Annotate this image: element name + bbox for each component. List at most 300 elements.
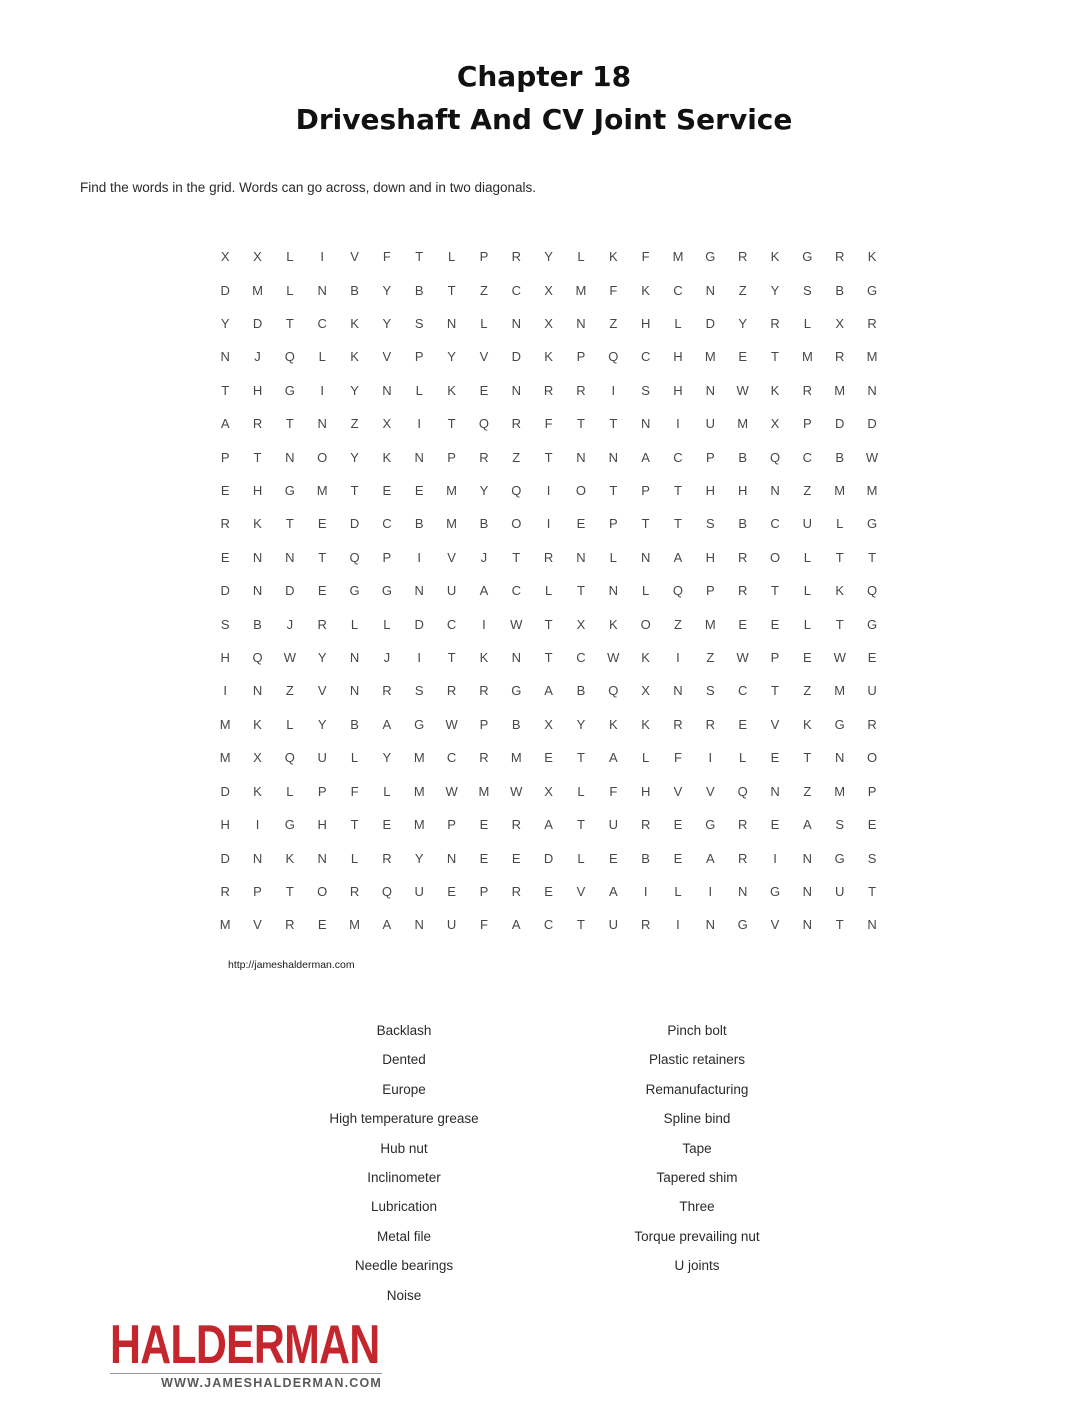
grid-letter: A (511, 917, 521, 933)
grid-letter: T (641, 516, 650, 532)
grid-letter: X (641, 683, 650, 699)
word-list-item: Metal file (376, 1228, 432, 1244)
grid-letter: Z (479, 282, 488, 298)
grid-letter: M (413, 783, 425, 799)
grid-letter: K (770, 249, 780, 265)
grid-letter: K (641, 716, 650, 732)
grid-letter: L (803, 583, 811, 599)
grid-letter: F (609, 783, 618, 799)
grid-letter: N (867, 917, 877, 933)
grid-letter: A (803, 817, 812, 833)
grid-letter: R (737, 583, 748, 599)
grid-letter: N (673, 683, 683, 699)
grid-letter: T (285, 516, 294, 532)
grid-letter: T (835, 549, 844, 565)
grid-letter: L (836, 516, 844, 532)
grid-letter: F (382, 249, 391, 265)
grid-letter: U (608, 817, 618, 833)
word-list-item: Europe (382, 1081, 426, 1097)
grid-letter: F (350, 783, 359, 799)
grid-letter: R (543, 382, 554, 398)
grid-letter: N (802, 850, 813, 866)
grid-letter: B (350, 716, 359, 732)
grid-letter: N (705, 282, 716, 298)
grid-letter: T (285, 416, 294, 432)
grid-letter: M (866, 483, 878, 499)
grid-letter: W (283, 650, 296, 666)
grid-letter: W (445, 783, 458, 799)
grid-letter: G (866, 616, 878, 632)
grid-letter: H (252, 382, 263, 398)
grid-letter: T (576, 416, 585, 432)
grid-letter: N (349, 650, 360, 666)
grid-letter: R (802, 382, 813, 398)
grid-letter: M (446, 483, 457, 499)
grid-letter: C (770, 516, 780, 532)
grid-letter: J (383, 650, 391, 666)
grid-letter: M (834, 683, 846, 699)
grid-letter: E (770, 817, 780, 833)
grid-letter: C (737, 683, 748, 699)
grid-letter: E (220, 549, 230, 565)
grid-letter: C (511, 583, 521, 599)
grid-letter: G (705, 817, 716, 833)
grid-letter: H (220, 817, 230, 833)
grid-letter: N (446, 316, 457, 332)
grid-letter: O (575, 483, 587, 499)
grid-letter: E (803, 650, 812, 666)
grid-letter: T (544, 650, 553, 666)
grid-letter: F (544, 416, 553, 432)
grid-letter: P (382, 549, 392, 565)
grid-letter: Y (382, 750, 392, 766)
grid-letter: Y (738, 316, 747, 332)
grid-letter: E (770, 750, 780, 766)
grid-letter: L (577, 850, 585, 866)
grid-letter: X (835, 316, 845, 332)
grid-letter: Z (706, 650, 715, 666)
grid-letter: R (673, 716, 683, 732)
grid-letter: I (417, 549, 422, 565)
grid-letter: X (544, 282, 553, 298)
grid-letter: G (802, 249, 813, 265)
grid-letter: E (738, 716, 747, 732)
grid-letter: A (382, 917, 392, 933)
grid-letter: T (576, 750, 585, 766)
grid-letter: I (546, 483, 551, 499)
grid-letter: V (350, 249, 359, 265)
grid-letter: Y (544, 249, 553, 265)
word-list-item: Hub nut (380, 1140, 428, 1156)
grid-letter: Q (608, 349, 619, 365)
grid-letter: R (511, 883, 521, 899)
grid-letter: G (866, 282, 878, 298)
grid-letter: E (738, 616, 747, 632)
grid-letter: E (867, 650, 877, 666)
word-list-item: Three (679, 1199, 715, 1215)
grid-letter: Y (317, 716, 327, 732)
grid-letter: R (867, 716, 877, 732)
grid-letter: L (642, 583, 650, 599)
grid-letter: H (737, 483, 748, 499)
grid-letter: M (219, 716, 231, 732)
grid-letter: D (835, 416, 845, 432)
title-block (0, 55, 1088, 141)
grid-letter: R (479, 750, 489, 766)
grid-letter: R (835, 349, 845, 365)
grid-letter: K (253, 516, 262, 532)
grid-letter: N (285, 449, 295, 465)
grid-letter: R (737, 249, 748, 265)
grid-letter: A (382, 716, 392, 732)
grid-letter: N (285, 549, 295, 565)
grid-letter: A (705, 850, 715, 866)
grid-letter: R (349, 883, 360, 899)
grid-letter: K (835, 583, 845, 599)
grid-letter: Y (350, 382, 359, 398)
grid-letter: Y (447, 349, 456, 365)
grid-letter: T (674, 516, 682, 532)
word-list-item: High temperature grease (329, 1111, 479, 1127)
grid-letter: C (640, 349, 651, 365)
grid-letter: B (414, 516, 424, 532)
grid-letter: T (771, 583, 779, 599)
grid-letter: B (511, 716, 521, 732)
grid-letter: R (252, 416, 263, 432)
grid-letter: Q (349, 549, 360, 565)
grid-letter: L (609, 549, 617, 565)
grid-letter: K (608, 716, 618, 732)
grid-letter: K (253, 716, 262, 732)
grid-letter: L (383, 616, 391, 632)
grid-letter: M (446, 516, 457, 532)
grid-letter: G (737, 917, 748, 933)
grid-letter: H (317, 817, 327, 833)
instructions-text: Find the words in the grid. Words can go across, down and in two diagonals. (80, 180, 537, 195)
grid-letter: P (641, 483, 650, 499)
grid-letter: N (220, 349, 230, 365)
grid-letter: E (544, 883, 553, 899)
grid-letter: V (770, 917, 780, 933)
grid-letter: E (576, 516, 586, 532)
grid-letter: B (835, 282, 845, 298)
grid-letter: Y (414, 850, 424, 866)
grid-letter: G (381, 583, 392, 599)
grid-letter: T (771, 683, 779, 699)
grid-letter: W (736, 382, 749, 398)
grid-letter: K (770, 382, 780, 398)
grid-letter: B (835, 449, 845, 465)
grid-letter: A (544, 683, 553, 699)
grid-letter: K (350, 349, 359, 365)
grid-letter: H (252, 483, 263, 499)
grid-letter: R (867, 316, 877, 332)
grid-letter: T (803, 750, 812, 766)
grid-letter: Z (285, 683, 294, 699)
grid-letter: E (220, 483, 230, 499)
grid-letter: M (316, 483, 328, 499)
grid-letter: K (285, 850, 295, 866)
grid-letter: N (414, 917, 424, 933)
grid-letter: R (317, 616, 327, 632)
grid-letter: I (320, 382, 325, 398)
grid-letter: T (771, 349, 779, 365)
grid-letter: B (350, 282, 359, 298)
grid-letter: I (255, 817, 260, 833)
grid-letter: P (479, 249, 489, 265)
grid-letter: I (482, 616, 486, 632)
grid-letter: U (835, 883, 845, 899)
grid-letter: J (286, 616, 294, 632)
grid-letter: E (770, 616, 780, 632)
footer-logo (110, 1313, 386, 1390)
grid-letter: D (414, 616, 424, 632)
word-list-item: Tape (682, 1140, 712, 1156)
grid-letter: N (511, 650, 521, 666)
grid-letter: O (317, 883, 328, 899)
grid-letter: R (511, 817, 521, 833)
grid-letter: K (544, 349, 553, 365)
grid-letter: V (673, 783, 683, 799)
grid-letter: N (252, 850, 263, 866)
grid-letter: N (705, 917, 716, 933)
grid-letter: U (705, 416, 716, 432)
grid-letter: T (221, 382, 230, 398)
grid-letter: L (350, 850, 359, 866)
grid-letter: T (415, 249, 424, 265)
grid-letter: M (834, 483, 846, 499)
grid-letter: N (705, 382, 716, 398)
logo-url-text: WWW.JAMESHALDERMAN.COM (161, 1376, 382, 1390)
grid-letter: T (868, 549, 877, 565)
grid-letter: B (738, 449, 747, 465)
grid-letter: M (704, 616, 716, 632)
grid-letter: P (479, 883, 489, 899)
grid-letter: R (285, 917, 295, 933)
grid-letter: Y (479, 483, 489, 499)
grid-letter: R (737, 817, 748, 833)
grid-letter: Q (866, 583, 878, 599)
grid-letter: D (252, 316, 263, 332)
grid-letter: S (803, 282, 812, 298)
grid-letter: N (770, 483, 780, 499)
grid-letter: E (479, 382, 489, 398)
grid-letter: E (414, 483, 424, 499)
grid-letter: G (769, 883, 781, 899)
letter-grid (209, 240, 888, 942)
grid-letter: G (705, 249, 716, 265)
grid-letter: L (674, 316, 682, 332)
grid-letter: M (672, 249, 684, 265)
grid-letter: X (544, 716, 553, 732)
grid-letter: N (640, 549, 651, 565)
word-list-item: Dented (382, 1052, 426, 1068)
grid-letter: D (220, 783, 230, 799)
grid-letter: M (866, 349, 878, 365)
grid-letter: K (608, 249, 618, 265)
grid-letter: U (446, 583, 457, 599)
grid-letter: R (511, 416, 521, 432)
grid-letter: L (739, 750, 747, 766)
grid-letter: Z (803, 483, 812, 499)
grid-letter: C (673, 282, 683, 298)
grid-letter: G (349, 583, 360, 599)
grid-letter: N (802, 883, 813, 899)
grid-letter: C (446, 750, 457, 766)
grid-letter: Z (350, 416, 359, 432)
grid-letter: L (286, 249, 294, 265)
grid-letter: K (479, 650, 489, 666)
grid-letter: D (543, 850, 554, 866)
grid-letter: G (284, 382, 295, 398)
grid-letter: P (770, 650, 780, 666)
grid-letter: V (770, 716, 780, 732)
word-list-item: Backlash (376, 1023, 432, 1038)
grid-letter: M (510, 750, 522, 766)
grid-letter: W (510, 616, 523, 632)
grid-letter: B (414, 282, 424, 298)
grid-letter: E (608, 850, 618, 866)
grid-letter: P (220, 449, 230, 465)
grid-letter: O (769, 549, 781, 565)
grid-letter: E (511, 850, 521, 866)
grid-letter: S (220, 616, 230, 632)
grid-letter: I (223, 683, 227, 699)
grid-letter: D (220, 282, 230, 298)
grid-letter: E (382, 817, 392, 833)
grid-letter: P (447, 449, 456, 465)
grid-letter: S (414, 683, 424, 699)
grid-letter: X (544, 783, 553, 799)
grid-letter: T (868, 883, 877, 899)
grid-letter: I (676, 917, 680, 933)
grid-letter: M (737, 416, 749, 432)
grid-letter: T (835, 917, 844, 933)
grid-letter: R (640, 917, 651, 933)
grid-letter: Y (350, 449, 359, 465)
grid-letter: P (576, 349, 586, 365)
grid-letter: C (543, 917, 554, 933)
grid-letter: N (867, 382, 877, 398)
grid-letter: W (510, 783, 523, 799)
grid-letter: D (349, 516, 360, 532)
grid-letter: A (608, 883, 618, 899)
grid-letter: N (835, 750, 845, 766)
grid-letter: F (674, 750, 682, 766)
grid-letter: L (577, 783, 585, 799)
grid-letter: L (286, 282, 294, 298)
grid-letter: C (576, 650, 586, 666)
grid-letter: R (479, 449, 489, 465)
grid-letter: L (642, 750, 650, 766)
grid-letter: G (866, 516, 878, 532)
grid-letter: N (317, 282, 327, 298)
grid-letter: M (252, 282, 263, 298)
grid-letter: T (318, 549, 327, 565)
grid-letter: L (415, 382, 423, 398)
grid-letter: U (802, 516, 813, 532)
grid-letter: V (447, 549, 456, 565)
grid-letter: N (640, 416, 651, 432)
grid-letter: M (219, 917, 231, 933)
grid-letter: T (835, 616, 844, 632)
grid-letter: K (350, 316, 359, 332)
grid-letter: Q (381, 883, 392, 899)
grid-letter: B (641, 850, 650, 866)
grid-letter: N (576, 549, 586, 565)
grid-letter: N (414, 583, 424, 599)
word-list-right (537, 1016, 857, 1281)
grid-letter: Z (674, 616, 682, 632)
word-list-item: Lubrication (370, 1199, 438, 1215)
grid-letter: N (446, 850, 457, 866)
grid-letter: N (576, 316, 586, 332)
grid-letter: L (447, 249, 456, 265)
grid-letter: Q (252, 650, 263, 666)
grid-letter: H (705, 483, 716, 499)
grid-letter: L (350, 750, 359, 766)
grid-letter: R (382, 850, 392, 866)
grid-letter: F (479, 917, 488, 933)
grid-letter: P (479, 716, 489, 732)
grid-letter: T (576, 583, 585, 599)
grid-letter: R (705, 716, 716, 732)
grid-letter: N (770, 783, 780, 799)
grid-letter: I (708, 883, 713, 899)
grid-letter: L (286, 783, 294, 799)
grid-letter: P (253, 883, 262, 899)
grid-letter: K (867, 249, 877, 265)
word-list-item: Torque prevailing nut (634, 1228, 760, 1244)
grid-letter: L (383, 783, 391, 799)
grid-letter: N (252, 549, 263, 565)
grid-letter: N (252, 583, 263, 599)
grid-letter: A (673, 549, 683, 565)
grid-letter: N (317, 850, 327, 866)
grid-letter: I (417, 650, 422, 666)
grid-letter: T (285, 883, 294, 899)
word-list-item: Spline bind (663, 1111, 731, 1127)
grid-letter: M (478, 783, 490, 799)
grid-letter: L (803, 616, 811, 632)
grid-letter: C (802, 449, 813, 465)
grid-letter: B (576, 683, 586, 699)
grid-letter: O (866, 750, 878, 766)
grid-letter: M (413, 750, 425, 766)
grid-letter: N (608, 449, 618, 465)
grid-letter: V (382, 349, 392, 365)
grid-letter: V (479, 349, 489, 365)
grid-letter: C (673, 449, 683, 465)
grid-letter: N (349, 683, 360, 699)
grid-letter: B (253, 616, 262, 632)
page-title: Chapter 18 (456, 60, 632, 93)
grid-letter: T (609, 483, 618, 499)
grid-letter: S (414, 316, 424, 332)
grid-letter: S (867, 850, 877, 866)
grid-letter: L (803, 549, 811, 565)
grid-letter: Y (770, 282, 780, 298)
grid-letter: P (867, 783, 877, 799)
grid-letter: M (834, 382, 846, 398)
grid-letter: H (673, 382, 683, 398)
grid-letter: R (835, 249, 845, 265)
grid-letter: P (608, 516, 618, 532)
grid-letter: A (544, 817, 553, 833)
grid-letter: N (511, 382, 521, 398)
grid-letter: S (705, 683, 715, 699)
grid-letter: P (803, 416, 812, 432)
